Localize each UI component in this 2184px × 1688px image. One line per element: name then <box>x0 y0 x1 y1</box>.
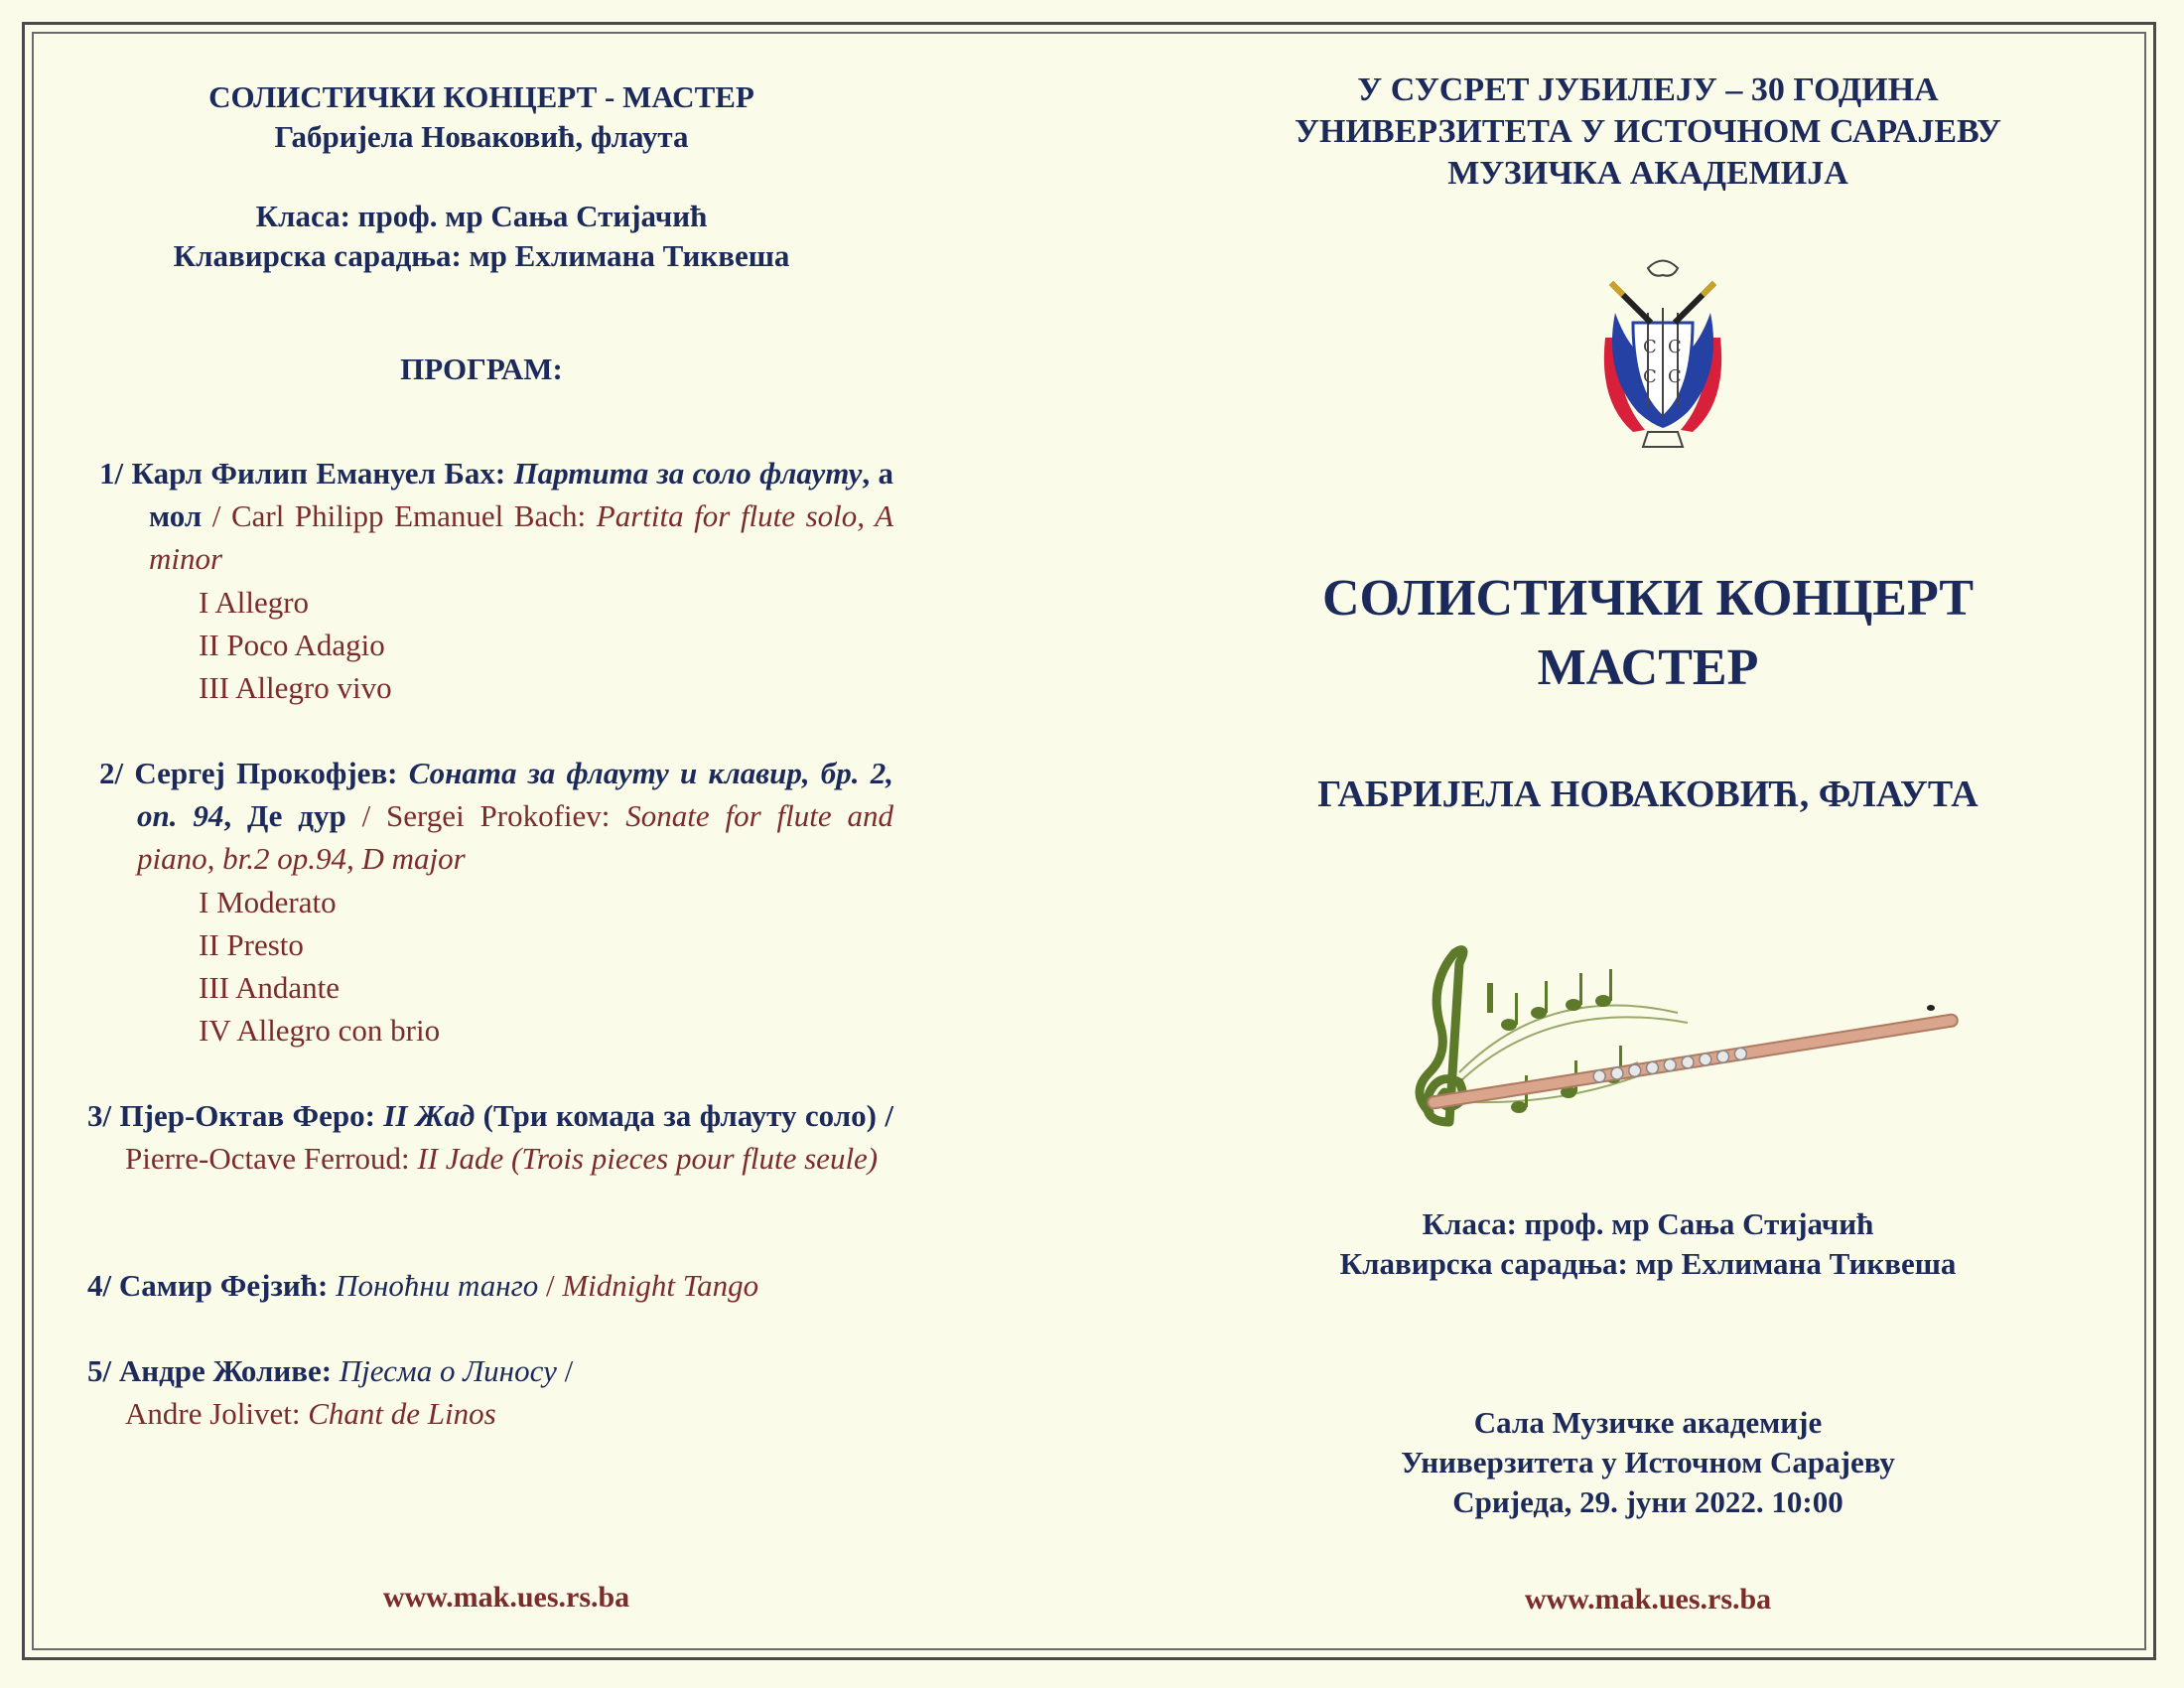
item-2-movement-1: I Moderato <box>199 885 337 919</box>
item-1-tail-sr: , а мол <box>149 456 894 533</box>
program-title: ПРОГРАМ: <box>400 352 563 386</box>
left-website-link[interactable]: www.mak.ues.rs.ba <box>382 1581 630 1614</box>
item-5-separator: / <box>556 1353 574 1388</box>
svg-text:С: С <box>1668 337 1682 357</box>
svg-text:С: С <box>1643 337 1657 357</box>
right-piano-line: Клавирска сарадња: мр Ехлимана Тиквеша <box>1339 1246 1957 1281</box>
item-1-composer-sr: Карл Филип Емануел Бах: <box>131 456 506 491</box>
item-2-number: 2/ <box>99 756 124 790</box>
performer-name: ГАБРИЈЕЛА НОВАКОВИЋ, ФЛАУТА <box>1317 774 1979 815</box>
item-1-composer-en: Carl Philipp Emanuel Bach: <box>230 498 587 533</box>
item-4-work-en: Midnight Tango <box>562 1268 759 1303</box>
item-5-work-sr: Пјесма о Линосу <box>339 1353 557 1388</box>
item-2-work-sr: Соната за флауту и клавир, бр. 2, оп. 94 <box>137 756 894 833</box>
program-item-2 <box>99 752 893 880</box>
item-3-work-en: II Jade (Trois pieces pour flute seule) <box>417 1141 879 1176</box>
concert-date: Сриједа, 29. јуни 2022. 10:00 <box>1452 1484 1843 1519</box>
item-3-separator: / <box>876 1098 894 1133</box>
right-class-line: Класа: проф. мр Сања Стијачић <box>1422 1206 1874 1241</box>
left-header-title: СОЛИСТИЧКИ КОНЦЕРТ - МАСТЕР <box>208 79 754 114</box>
item-2-movement-4: IV Allegro con brio <box>199 1013 441 1048</box>
item-1-movement-3: III Allegro vivo <box>199 670 392 705</box>
item-2-separator: / <box>345 798 387 833</box>
flute-with-notes-icon <box>1400 943 1976 1132</box>
item-4-work-sr: Поноћни танго <box>336 1268 539 1303</box>
item-4-separator: / <box>538 1268 563 1303</box>
item-3-number: 3/ <box>87 1098 112 1133</box>
university-line: УНИВЕРЗИТЕТА У ИСТОЧНОМ САРАЈЕВУ <box>1295 113 2001 150</box>
left-class-line: Класа: проф. мр Сања Стијачић <box>255 199 708 233</box>
item-2-work-en: Sonate for flute and piano, br.2 op.94, D major <box>137 798 893 876</box>
svg-text:С: С <box>1668 366 1682 387</box>
item-3-composer-sr: Пјер-Октав Феро: <box>119 1098 375 1133</box>
jubilee-line: У СУСРЕТ ЈУБИЛЕЈУ – 30 ГОДИНА <box>1357 71 1939 108</box>
item-5-work-en: Chant de Linos <box>308 1396 496 1431</box>
item-2-tail-sr: , Де дур <box>223 798 346 833</box>
academy-emblem-icon <box>1593 253 1732 452</box>
item-3-tail-sr: (Три комада за флауту соло) <box>475 1098 877 1133</box>
program-item-4 <box>87 1264 893 1307</box>
item-1-work-en: Partita for flute solo, A minor <box>149 498 893 576</box>
left-header-performer: Габријела Новаковић, флаута <box>274 119 689 154</box>
item-2-movement-3: III Andante <box>199 970 341 1005</box>
program-item-3 <box>87 1094 893 1180</box>
item-1-separator: / <box>202 498 231 533</box>
concert-title: СОЛИСТИЧКИ КОНЦЕРТ <box>1321 570 1975 627</box>
item-2-composer-en: Sergei Prokofiev: <box>386 798 611 833</box>
item-3-work-sr: II Жад <box>383 1098 476 1133</box>
item-4-number: 4/ <box>87 1268 112 1303</box>
item-3-composer-en: Pierre-Octave Ferroud: <box>125 1141 410 1176</box>
program-item-5 <box>87 1349 893 1435</box>
program-item-1 <box>99 452 893 580</box>
item-1-number: 1/ <box>99 456 124 491</box>
item-2-movement-2: II Presto <box>199 927 304 962</box>
item-1-movement-2: II Poco Adagio <box>199 628 385 662</box>
left-piano-line: Клавирска сарадња: мр Ехлимана Тиквеша <box>173 238 790 273</box>
item-2-composer-sr: Сергеј Прокофјев: <box>134 756 398 790</box>
item-4-composer-sr: Самир Фејзић: <box>118 1268 329 1303</box>
venue-line-2: Универзитета у Источном Сарајеву <box>1401 1445 1895 1479</box>
item-5-composer-en: Andre Jolivet: <box>125 1396 301 1431</box>
item-5-composer-sr: Андре Жоливе: <box>118 1353 333 1388</box>
academy-line: МУЗИЧКА АКАДЕМИЈА <box>1447 155 1848 192</box>
item-5-number: 5/ <box>87 1353 112 1388</box>
item-1-movement-1: I Allegro <box>199 585 310 620</box>
right-website-link[interactable]: www.mak.ues.rs.ba <box>1524 1583 1772 1616</box>
venue-line-1: Сала Музичке академије <box>1473 1405 1823 1440</box>
svg-text:С: С <box>1643 366 1657 387</box>
item-1-work-sr: Партита за соло флауту <box>513 456 863 491</box>
concert-subtitle: МАСТЕР <box>1537 639 1759 696</box>
